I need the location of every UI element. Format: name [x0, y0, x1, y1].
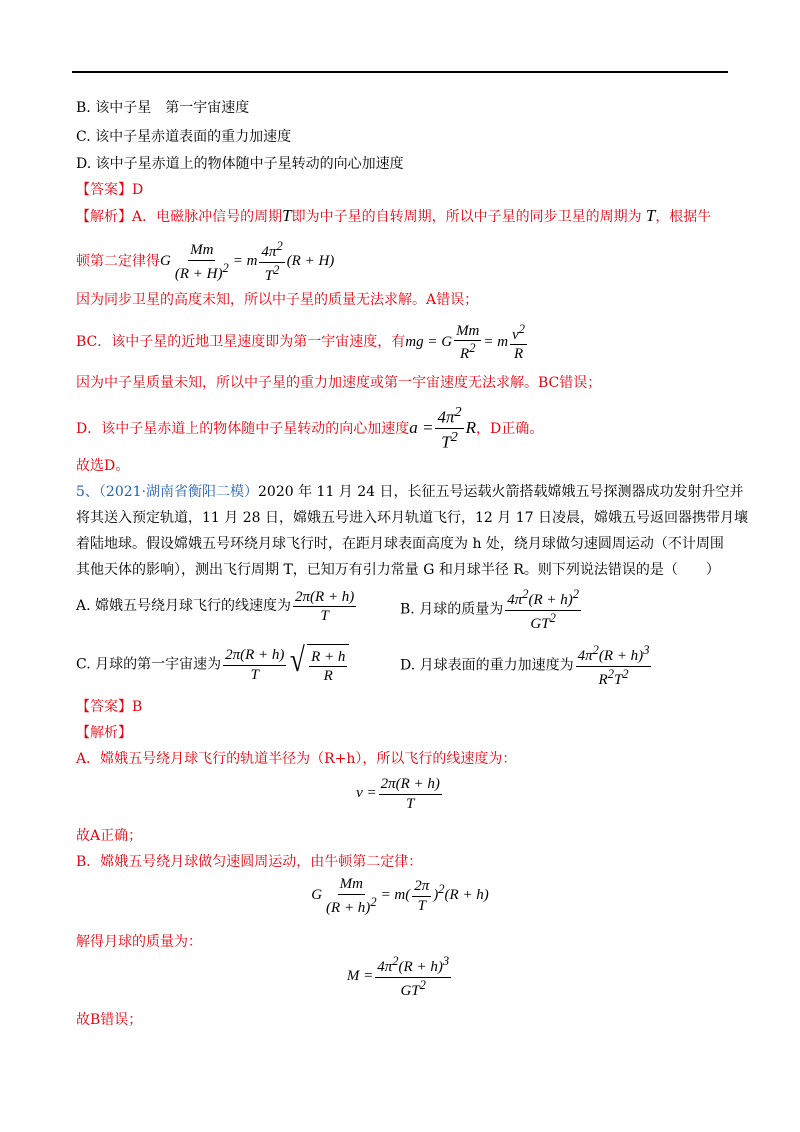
q4-explanation-a-line3: 因为同步卫星的高度未知，所以中子星的质量无法求解。A错误；	[76, 292, 479, 308]
q5-stem-line2: 将其送入预定轨道，11 月 28 日，嫦娥五号进入环月轨道飞行，12 月 17 日凌晨，嫦娥五号返回器携带月壤	[76, 510, 748, 526]
q5-explanation-a-result: 故A正确；	[76, 828, 143, 844]
q4-explanation-bc-line1: BC．该中子星的近地卫星速度即为第一宇宙速度，有mg = G $\frac{Mm}{R^2}$ = m $\frac{v^2}{R}$	[76, 322, 529, 363]
q5-stem-line1: 5、（2021·湖南省衡阳二模）2020 年 11 月 24 日，长征五号运载火箭搭载嫦娥五号探测器成功发射升空并	[76, 484, 744, 500]
formula-linear-velocity: v = $\frac{2\pi(R + h)}{T}$	[356, 776, 440, 812]
formula-first-cosmic-speed: mg = G $\frac{Mm}{R^2}$ = m $\frac{v^2}{R}$	[405, 321, 526, 363]
q4-explanation-bc-line2: 因为中子星质量未知，所以中子星的重力加速度或第一宇宙速度无法求解。BC错误；	[76, 375, 602, 391]
q5-option-c: C. 月球的第一宇宙速为 $\frac{2\pi(R + h)}{T}$ √ $\frac{R + h}{R}$	[76, 644, 349, 686]
q5-stem-line3: 着陆地球。假设嫦娥五号环绕月球飞行时，在距月球表面高度为 h 处，绕月球做匀速圆周运动（不计周围	[76, 536, 724, 552]
q5-explanation-a: A．嫦娥五号绕月球飞行的轨道半径为（R+h），所以飞行的线速度为：	[76, 751, 517, 767]
q4-explanation-a-line1: 【解析】A．电磁脉冲信号的周期T即为中子星的自转周期，所以中子星的同步卫星的周期为 T，根据牛	[76, 206, 712, 225]
formula-option-a: $\frac{2\pi(R + h)}{T}$	[295, 588, 355, 625]
q5-analysis-label: 【解析】	[76, 725, 132, 741]
q4-option-c: C. 该中子星赤道表面的重力加速度	[76, 129, 292, 145]
q4-conclusion: 故选D。	[76, 458, 130, 474]
header-rule	[72, 71, 728, 73]
q5-explanation-b: B．嫦娥五号绕月球做匀速圆周运动，由牛顿第二定律：	[76, 854, 423, 870]
q5-explanation-b-result: 故B错误；	[76, 1012, 143, 1028]
formula-option-c: $\frac{2\pi(R + h)}{T}$ √ $\frac{R + h}{R}$	[221, 656, 349, 672]
formula-newton-moon-orbit: G $\frac{Mm}{(R + h)^2}$ = m( $\frac{2\pi}{T}$ )$^2$(R + h)	[311, 876, 489, 916]
q5-answer: 【答案】B	[76, 699, 143, 715]
q4-option-b: B. 该中子星 第一宇宙速度	[76, 100, 250, 116]
formula-newton-synchronous: G $\frac{Mm}{(R + H)^2}$ = m $\frac{4\pi^2}{T^2}$ (R + H)	[160, 239, 335, 284]
q5-option-d: D. 月球表面的重力加速度为 $\frac{4\pi^2(R + h)^3}{R^2T^2}$	[400, 644, 653, 688]
q5-option-a: A. 嫦娥五号绕月球飞行的线速度为 $\frac{2\pi(R + h)}{T}$	[76, 588, 358, 625]
q4-explanation-a-line2: 顿第二定律得G $\frac{Mm}{(R + H)^2}$ = m $\frac{4\pi^2}{T^2}$ (R + H)	[76, 239, 335, 284]
q4-answer: 【答案】D	[76, 182, 144, 198]
formula-moon-mass: M = $\frac{4\pi^2(R + h)^3}{GT^2}$	[346, 954, 450, 999]
q5-option-b: B. 月球的质量为 $\frac{4\pi^2(R + h)^2}{GT^2}$	[400, 588, 583, 632]
q5-stem-line4: 其他天体的影响），测出飞行周期 T，已知万有引力常量 G 和月球半径 R。则下列说法错误的是（ ）	[76, 562, 720, 578]
formula-option-d: $\frac{4\pi^2(R + h)^3}{R^2T^2}$	[577, 643, 650, 688]
formula-option-b: $\frac{4\pi^2(R + h)^2}{GT^2}$	[507, 587, 579, 632]
formula-centripetal-acceleration: a = $\frac{4\pi^2}{T^2}$ R	[409, 404, 476, 452]
q4-explanation-d: D．该中子星赤道上的物体随中子星转动的向心加速度a = $\frac{4\pi^2}{T^2}$ R，D正确。	[76, 404, 544, 452]
q4-option-d: D. 该中子星赤道上的物体随中子星转动的向心加速度	[76, 156, 404, 172]
q5-explanation-b-mass: 解得月球的质量为：	[76, 934, 202, 950]
